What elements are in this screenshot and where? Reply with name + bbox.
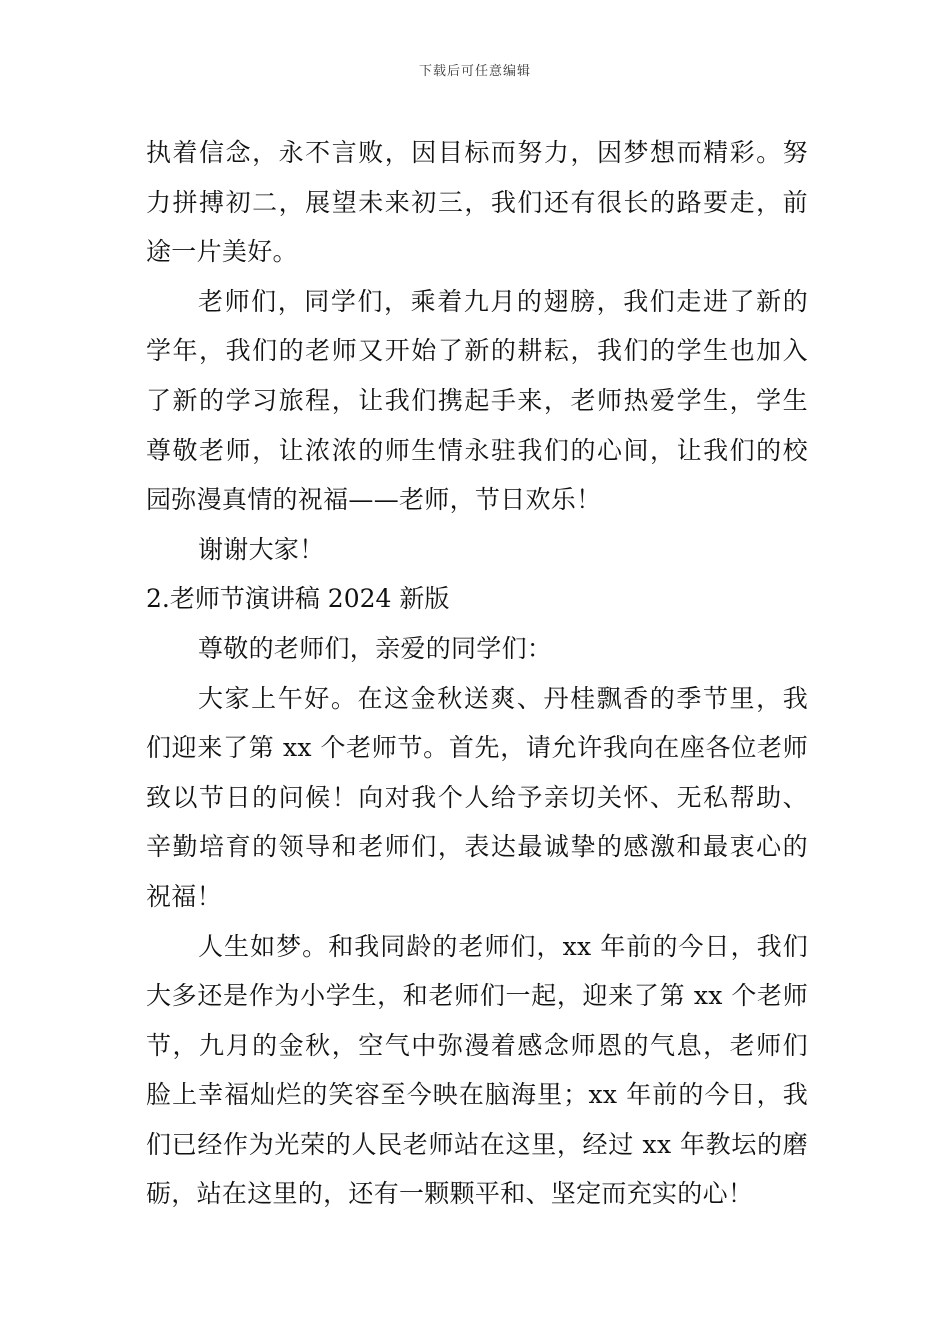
text-line: 了新的学习旅程，让我们携起手来，老师热爱学生，学生 [146,385,808,415]
document-body [146,128,808,1219]
text-line: 执着信念，永不言败，因目标而努力，因梦想而精彩。努 [146,138,808,167]
paragraph-first-line: 老师们，同学们，乘着九月的翅膀，我们走进了新的 [198,286,808,316]
section-heading: 2.老师节演讲稿 2024 新版 [146,584,450,614]
paragraph-first-line: 谢谢大家！ [198,534,325,564]
text-line: 脸上幸福灿烂的笑容至今映在脑海里；xx 年前的今日，我 [146,1080,808,1110]
text-line: 们已经作为光荣的人民老师站在这里，经过 xx 年教坛的磨 [146,1129,808,1159]
text-line: 大多还是作为小学生，和老师们一起，迎来了第 xx 个老师 [146,981,808,1011]
text-line: 力拼搏初二，展望未来初三，我们还有很长的路要走，前 [146,187,808,217]
text-line: 砺，站在这里的，还有一颗颗平和、坚定而充实的心！ [146,1179,754,1209]
text-line: 尊敬老师，让浓浓的师生情永驻我们的心间，让我们的校 [146,435,808,465]
text-line: 致以节日的问候！向对我个人给予亲切关怀、无私帮助、 [146,782,808,812]
salutation: 尊敬的老师们，亲爱的同学们： [198,633,553,663]
text-line: 园弥漫真情的祝福——老师，节日欢乐！ [146,485,602,515]
text-line: 祝福！ [146,881,222,911]
text-line: 们迎来了第 xx 个老师节。首先，请允许我向在座各位老师 [146,733,808,763]
text-line: 节，九月的金秋，空气中弥漫着感念师恩的气息，老师们 [146,1030,808,1060]
text-line: 辛勤培育的领导和老师们，表达最诚挚的感激和最衷心的 [146,832,808,862]
paragraph-first-line: 人生如梦。和我同龄的老师们，xx 年前的今日，我们 [198,931,808,961]
text-line: 途一片美好。 [146,237,298,267]
page-header: 下载后可任意编辑 [418,64,531,79]
paragraph-first-line: 大家上午好。在这金秋送爽、丹桂飘香的季节里，我 [198,683,808,713]
text-line: 学年，我们的老师又开始了新的耕耘，我们的学生也加入 [146,336,808,366]
